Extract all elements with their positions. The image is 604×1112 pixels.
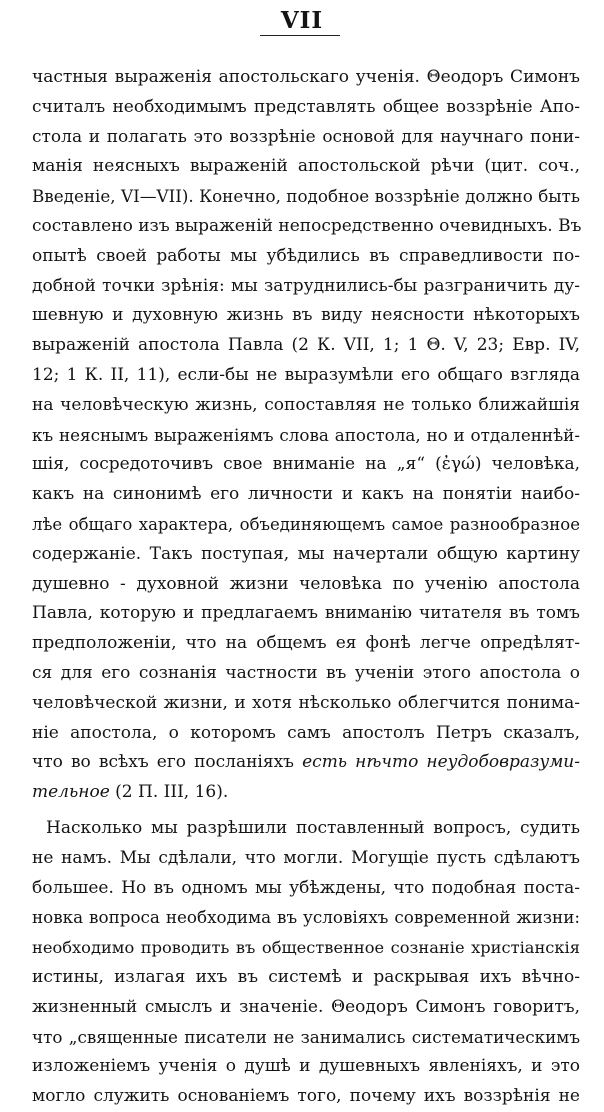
text-segment: манія неясныхъ выраженій апостольской рѣчи (цит. соч., xyxy=(32,156,580,177)
text-segment: большее. Но въ одномъ мы убѣждены, что подобная поста- xyxy=(32,877,580,898)
text-segment: новка вопроса необходима въ условіяхъ современной жизни: xyxy=(32,907,580,928)
paragraph xyxy=(32,63,580,808)
text-line xyxy=(32,212,580,242)
text-segment: изложеніемъ ученія о душѣ и душевныхъ явленіяхъ, и это xyxy=(32,1056,580,1077)
text-line xyxy=(32,272,580,302)
text-line xyxy=(32,182,580,212)
text-line xyxy=(32,814,580,844)
text-line xyxy=(32,963,580,993)
text-line xyxy=(32,719,580,749)
text-line xyxy=(32,689,580,719)
text-line xyxy=(32,933,580,963)
text-segment: (2 П. III, 16). xyxy=(109,782,229,803)
text-line xyxy=(32,874,580,904)
text-line xyxy=(32,570,580,600)
text-segment: что „священные писатели не занимались систематическимъ xyxy=(32,1026,580,1047)
italic-text: тельное xyxy=(32,782,110,803)
body-text xyxy=(32,63,580,1112)
paragraph xyxy=(32,814,580,1112)
text-line xyxy=(32,903,580,933)
text-segment: что во всѣхъ его посланіяхъ xyxy=(32,752,303,773)
text-line xyxy=(32,778,580,808)
text-segment: Насколько мы разрѣшили поставленный вопросъ, судить xyxy=(46,817,580,838)
text-line xyxy=(32,152,580,182)
text-segment: Введеніе, VI—VII). Конечно, подобное воззрѣніе должно быть xyxy=(32,186,580,207)
text-segment: человѣческой жизни, и хотя нѣсколько облегчится понима- xyxy=(32,692,580,713)
text-segment: не намъ. Мы сдѣлали, что могли. Могущіе пусть сдѣлаютъ xyxy=(32,847,580,868)
text-line xyxy=(32,242,580,272)
page-header xyxy=(0,8,604,34)
text-segment: 12; 1 К. II, 11), если-бы не выразумѣли его общаго взгляда xyxy=(32,364,580,385)
text-segment: душевно - духовной жизни человѣка по ученію апостола xyxy=(32,573,580,594)
text-line xyxy=(32,659,580,689)
text-line xyxy=(32,748,580,778)
page-number: VII xyxy=(280,7,324,34)
text-line xyxy=(32,993,580,1023)
text-line xyxy=(32,63,580,93)
text-segment: Павла, которую и предлагаемъ вниманію читателя въ томъ xyxy=(32,603,580,624)
text-segment: шевную и духовную жизнь въ виду неясности нѣкоторыхъ xyxy=(32,305,580,326)
text-segment: къ неяснымъ выраженіямъ слова апостола, но и отдаленнѣй- xyxy=(32,424,580,445)
text-segment: какъ на синонимѣ его личности и какъ на понятіи наибо- xyxy=(32,484,580,505)
text-line xyxy=(32,540,580,570)
text-segment: ніе апостола, о которомъ самъ апостолъ Петръ сказалъ, xyxy=(32,722,580,743)
italic-text: есть нѣчто неудобовразуми- xyxy=(302,752,580,773)
text-segment: ся для его сознанія частности въ ученіи этого апостола о xyxy=(32,662,580,683)
text-segment: на человѣческую жизнь, сопоставляя не только ближайшія xyxy=(32,394,580,415)
text-line xyxy=(32,93,580,123)
text-line xyxy=(32,331,580,361)
text-segment: опытѣ своей работы мы убѣдились въ справедливости по- xyxy=(32,245,580,266)
text-segment: шія, сосредоточивъ свое вниманіе на „я“ (ἐγώ) человѣка, xyxy=(32,454,580,475)
text-segment: частныя выраженія апостольскаго ученія. Θеодоръ Симонъ xyxy=(32,67,580,87)
text-segment: содержаніе. Такъ поступая, мы начертали общую картину xyxy=(32,543,580,564)
text-line xyxy=(32,599,580,629)
text-line xyxy=(32,1082,580,1112)
text-line xyxy=(32,391,580,421)
text-segment: добной точки зрѣнія: мы затруднились-бы разграничить ду- xyxy=(32,275,580,296)
text-line xyxy=(32,421,580,451)
header-rule xyxy=(260,35,340,36)
text-segment: составлено изъ выраженій непосредственно очевидныхъ. Въ xyxy=(32,215,582,236)
text-line xyxy=(32,844,580,874)
text-segment: лѣе общаго характера, объединяющемъ самое разнообразное xyxy=(32,514,580,534)
text-line xyxy=(32,510,580,540)
text-line xyxy=(32,480,580,510)
text-line xyxy=(32,450,580,480)
text-segment: необходимо проводить въ общественное сознаніе христіанскія xyxy=(32,938,580,958)
text-segment: выраженій апостола Павла (2 К. VII, 1; 1 Θ. V, 23; Евр. IV, xyxy=(32,335,580,356)
text-segment: предположеніи, что на общемъ ея фонѣ легче опредѣлят- xyxy=(32,633,580,654)
text-segment: считалъ необходимымъ представлять общее воззрѣніе Апо- xyxy=(32,96,580,117)
text-segment: истины, излагая ихъ въ системѣ и раскрывая ихъ вѣчно- xyxy=(32,966,580,987)
text-segment: стола и полагать это воззрѣніе основой для научнаго пони- xyxy=(32,126,580,147)
text-line xyxy=(32,123,580,153)
text-line xyxy=(32,629,580,659)
text-line xyxy=(32,301,580,331)
text-segment: могло служить основаніемъ того, почему ихъ воззрѣнія не xyxy=(32,1086,580,1107)
text-line xyxy=(32,361,580,391)
text-line xyxy=(32,1023,580,1053)
text-line xyxy=(32,1052,580,1082)
text-segment: жизненный смыслъ и значеніе. Θеодоръ Симонъ говоритъ, xyxy=(32,996,580,1017)
